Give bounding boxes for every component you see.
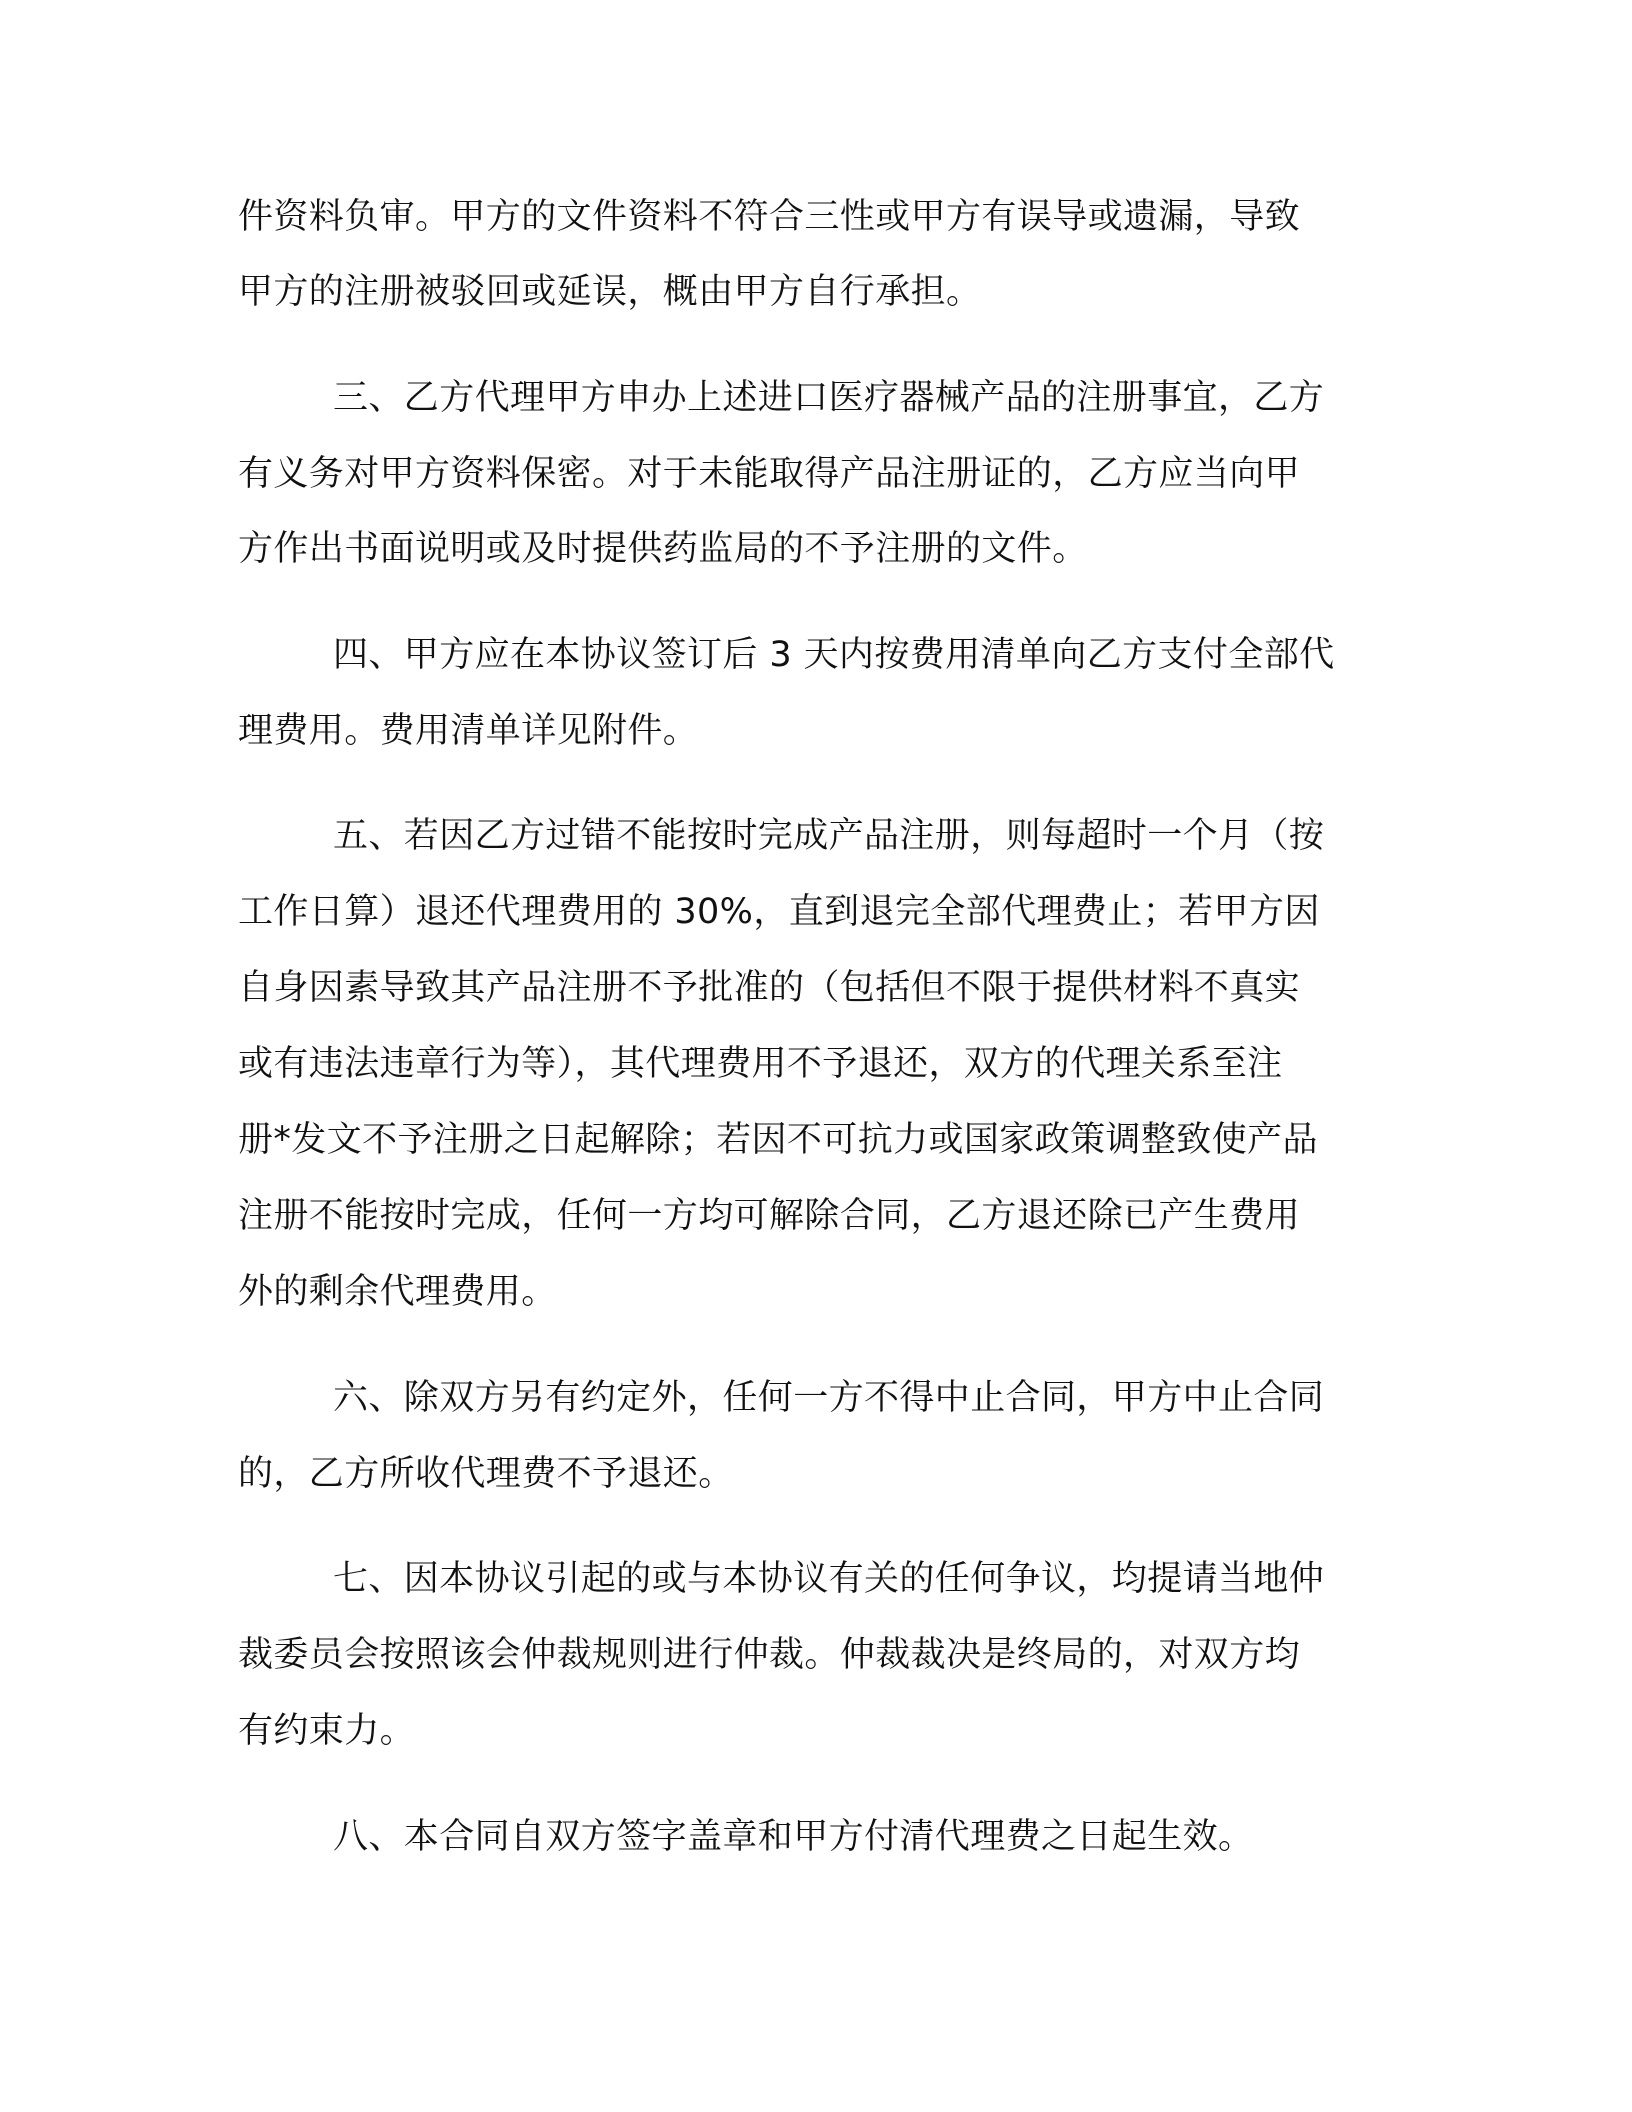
clause-5-line-6: 注册不能按时完成，任何一方均可解除合同，乙方退还除已产生费用 [238, 1196, 1301, 1236]
clause-5-line-3: 自身因素导致其产品注册不予批准的（包括但不限于提供材料不真实 [238, 968, 1301, 1008]
clause-6-line-1: 六、除双方另有约定外，任何一方不得中止合同，甲方中止合同 [333, 1378, 1325, 1418]
paragraph-2-line-2: 甲方的注册被驳回或延误，概由甲方自行承担。 [238, 272, 982, 312]
paragraph-2-line-1: 件资料负审。甲方的文件资料不符合三性或甲方有误导或遗漏，导致 [238, 197, 1301, 237]
clause-3-line-3: 方作出书面说明或及时提供药监局的不予注册的文件。 [238, 529, 1088, 569]
clause-8-line-1: 八、本合同自双方签字盖章和甲方付清代理费之日起生效。 [333, 1817, 1254, 1857]
clause-5-line-2: 工作日算）退还代理费用的 30%，直到退完全部代理费止；若甲方因 [238, 892, 1320, 932]
clause-7-line-3: 有约束力。 [238, 1711, 416, 1751]
clause-5-line-5: 册*发文不予注册之日起解除；若因不可抗力或国家政策调整致使产品 [238, 1120, 1318, 1160]
clause-6-line-2: 的，乙方所收代理费不予退还。 [238, 1454, 734, 1494]
clause-5-line-7: 外的剩余代理费用。 [238, 1272, 557, 1312]
clause-3-line-1: 三、乙方代理甲方申办上述进口医疗器械产品的注册事宜，乙方 [333, 378, 1325, 418]
clause-5-line-1: 五、若因乙方过错不能按时完成产品注册，则每超时一个月（按 [333, 816, 1325, 856]
clause-4-line-1: 四、甲方应在本协议签订后 3 天内按费用清单向乙方支付全部代 [333, 635, 1335, 675]
clause-7-line-1: 七、因本协议引起的或与本协议有关的任何争议，均提请当地仲 [333, 1559, 1325, 1599]
clause-3-line-2: 有义务对甲方资料保密。对于未能取得产品注册证的，乙方应当向甲 [238, 454, 1301, 494]
clause-7-line-2: 裁委员会按照该会仲裁规则进行仲裁。仲裁裁决是终局的，对双方均 [238, 1635, 1301, 1675]
clause-5-line-4: 或有违法违章行为等），其代理费用不予退还，双方的代理关系至注 [238, 1044, 1283, 1084]
clause-4-line-2: 理费用。费用清单详见附件。 [238, 711, 699, 751]
